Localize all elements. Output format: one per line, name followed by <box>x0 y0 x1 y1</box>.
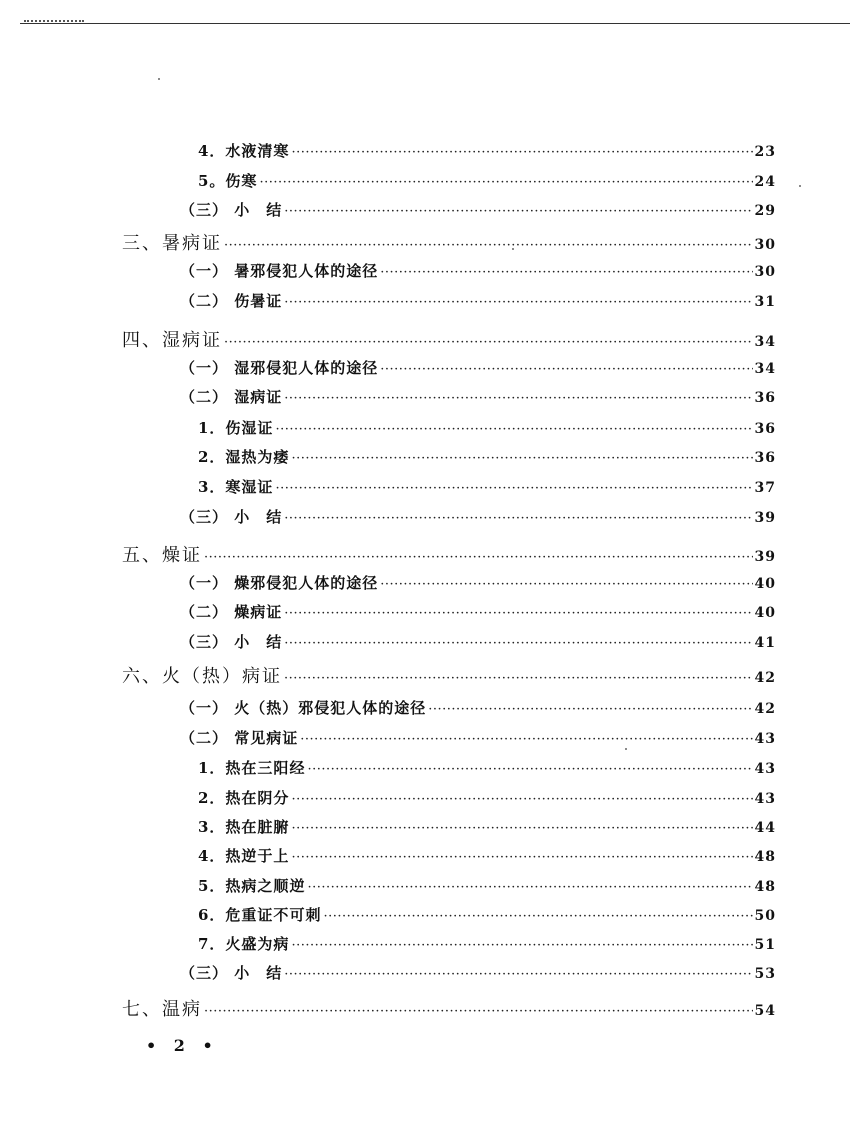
toc-entry <box>180 506 776 527</box>
dot-leader <box>275 481 752 496</box>
page-number: • 2 • <box>146 1036 219 1055</box>
toc-entry-title: （三） 小 结 <box>180 508 283 526</box>
toc-entry-title: 6．危重证不可刺 <box>198 906 322 924</box>
toc-entry <box>198 417 776 438</box>
toc-entry-page: 41 <box>754 635 776 651</box>
toc-entry-title: （二） 湿病证 <box>180 388 283 406</box>
toc-entry-title: （二） 常见病证 <box>180 729 299 747</box>
toc-entry-title: （三） 小 结 <box>180 201 283 219</box>
toc-entry-page: 36 <box>754 390 776 406</box>
toc-entry-page: 30 <box>754 264 776 280</box>
toc-entry-page: 34 <box>754 361 776 377</box>
dot-leader <box>323 909 752 924</box>
toc-entry <box>122 541 776 567</box>
toc-entry-title: （三） 小 结 <box>180 964 283 982</box>
toc-entry-title: 三、暑病证 <box>122 233 222 254</box>
toc-entry-page: 42 <box>754 670 776 686</box>
toc-entry-page: 40 <box>754 605 776 621</box>
toc-entry-title: （一） 火（热）邪侵犯人体的途径 <box>180 699 427 717</box>
toc-entry-page: 42 <box>754 701 776 717</box>
toc-entry-page: 34 <box>754 334 776 350</box>
dot-leader <box>291 821 752 836</box>
toc-entry-title: 4．热逆于上 <box>198 847 290 865</box>
toc-entry-title: （一） 暑邪侵犯人体的途径 <box>180 262 379 280</box>
toc-entry-title: （一） 湿邪侵犯人体的途径 <box>180 359 379 377</box>
dot-leader <box>307 762 752 777</box>
toc-entry-title: 7．火盛为病 <box>198 935 290 953</box>
toc-entry-page: 23 <box>754 144 776 160</box>
dot-leader <box>284 511 752 526</box>
dot-leader <box>284 636 752 651</box>
toc-entry-page: 48 <box>754 879 776 895</box>
toc-entry-page: 36 <box>754 421 776 437</box>
dot-leader <box>307 880 752 895</box>
toc-entry <box>180 697 776 718</box>
dot-leader <box>380 362 752 377</box>
toc-entry <box>180 601 776 622</box>
toc-entry-title: 4．水液清寒 <box>198 142 290 160</box>
toc-entry-page: 39 <box>754 549 776 565</box>
dot-leader <box>284 967 752 982</box>
toc-entry <box>198 446 776 467</box>
toc-entry-page: 44 <box>754 820 776 836</box>
dot-leader <box>284 295 752 310</box>
dot-leader <box>224 335 753 350</box>
dot-leader <box>291 792 752 807</box>
dot-leader <box>259 175 752 190</box>
dot-leader <box>204 1004 753 1019</box>
toc-entry-page: 36 <box>754 450 776 466</box>
dot-leader <box>291 938 752 953</box>
toc-entry <box>122 995 776 1021</box>
toc-entry-title: 1．伤湿证 <box>198 419 274 437</box>
toc-entry <box>122 229 776 255</box>
toc-entry-page: 51 <box>754 937 776 953</box>
dot-leader <box>380 265 752 280</box>
toc-entry-title: 六、火（热）病证 <box>122 666 282 687</box>
dot-leader <box>204 550 753 565</box>
toc-entry-title: （二） 伤暑证 <box>180 292 283 310</box>
toc-entry-title: （二） 燥病证 <box>180 603 283 621</box>
toc-entry <box>198 787 776 808</box>
toc-entry-page: 50 <box>754 908 776 924</box>
toc-entry <box>180 631 776 652</box>
toc-entry-title: 七、温病 <box>122 999 202 1020</box>
dot-leader <box>275 422 752 437</box>
toc-entry-page: 53 <box>754 966 776 982</box>
toc-entry <box>198 845 776 866</box>
toc-entry <box>180 199 776 220</box>
toc-entry <box>180 357 776 378</box>
toc-entry-title: 1．热在三阳经 <box>198 759 306 777</box>
toc-entry-page: 30 <box>754 237 776 253</box>
dot-leader <box>300 732 752 747</box>
toc-entry <box>180 572 776 593</box>
toc-entry-title: 四、湿病证 <box>122 330 222 351</box>
toc-entry-page: 43 <box>754 731 776 747</box>
toc-entry <box>180 962 776 983</box>
toc-entry-page: 24 <box>754 174 776 190</box>
toc-entry-title: 3．热在脏腑 <box>198 818 290 836</box>
toc-entry <box>122 326 776 352</box>
toc-entry-title: 2．湿热为痿 <box>198 448 290 466</box>
toc-entry-page: 40 <box>754 576 776 592</box>
dot-leader <box>284 606 752 621</box>
toc-entry <box>180 260 776 281</box>
toc-entry-title: 五、燥证 <box>122 545 202 566</box>
toc-entry-title: 2．热在阴分 <box>198 789 290 807</box>
toc-entry-title: （一） 燥邪侵犯人体的途径 <box>180 574 379 592</box>
toc-entry <box>198 476 776 497</box>
toc-entry <box>198 140 776 161</box>
dot-leader <box>380 577 752 592</box>
toc-entry <box>198 757 776 778</box>
toc-entry <box>180 290 776 311</box>
toc-entry-title: 5．热病之顺逆 <box>198 877 306 895</box>
toc-entry-title: 3．寒湿证 <box>198 478 274 496</box>
toc-entry-page: 37 <box>754 480 776 496</box>
dot-leader <box>291 145 752 160</box>
dot-leader <box>291 850 752 865</box>
toc-entry-page: 39 <box>754 510 776 526</box>
dot-leader <box>284 204 752 219</box>
toc-entry <box>198 904 776 925</box>
toc-entry-title: （三） 小 结 <box>180 633 283 651</box>
dot-leader <box>284 391 752 406</box>
toc-entry-page: 54 <box>754 1003 776 1019</box>
dot-leader <box>284 671 753 686</box>
toc-entry-title: 5。伤寒 <box>198 172 258 190</box>
toc-entry <box>122 662 776 688</box>
toc-entry-page: 48 <box>754 849 776 865</box>
toc-entry <box>180 727 776 748</box>
toc-entry <box>198 170 776 191</box>
toc-entry-page: 31 <box>754 294 776 310</box>
dot-leader <box>428 702 752 717</box>
dot-leader <box>291 451 752 466</box>
dot-leader <box>224 238 753 253</box>
toc-entry <box>180 386 776 407</box>
toc-entry-page: 29 <box>754 203 776 219</box>
toc-entry <box>198 875 776 896</box>
toc-entry <box>198 816 776 837</box>
toc-entry-page: 43 <box>754 791 776 807</box>
toc-entry-page: 43 <box>754 761 776 777</box>
toc-entry <box>198 933 776 954</box>
